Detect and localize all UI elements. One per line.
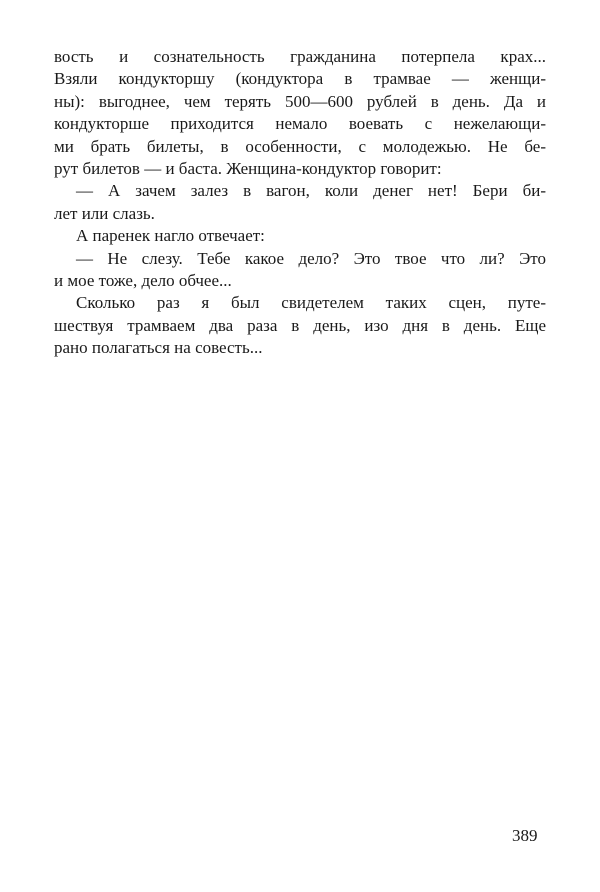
text-line: вость и сознательность гражданина потерпела крах... xyxy=(54,47,546,66)
page-number: 389 xyxy=(512,826,538,845)
text-line: ми брать билеты, в особенности, с молодежью. Не бе- xyxy=(54,136,546,156)
body-text xyxy=(54,46,546,359)
text-line: ны): выгоднее, чем терять 500—600 рублей в день. Да и xyxy=(54,91,546,111)
text-line: А паренек нагло отвечает: xyxy=(76,226,265,246)
text-line: — А зачем залез в вагон, коли денег нет! Бери би- xyxy=(76,181,546,201)
text-line: кондукторше приходится немало воевать с нежелающи- xyxy=(54,114,546,134)
text-line: рут билетов — и баста. Женщина-кондуктор говорит: xyxy=(54,158,442,178)
text-line: рано полагаться на совесть... xyxy=(54,338,263,358)
text-line: Взяли кондукторшу (кондуктора в трамвае — женщи- xyxy=(54,69,546,89)
text-line: Сколько раз я был свидетелем таких сцен, путе- xyxy=(76,293,546,313)
text-line: шествуя трамваем два раза в день, изо дня в день. Еще xyxy=(54,315,546,335)
text-line: и мое тоже, дело обчее... xyxy=(54,270,232,290)
text-line: лет или слазь. xyxy=(54,203,155,223)
text-line: — Не слезу. Тебе какое дело? Это твое что ли? Это xyxy=(76,248,546,268)
